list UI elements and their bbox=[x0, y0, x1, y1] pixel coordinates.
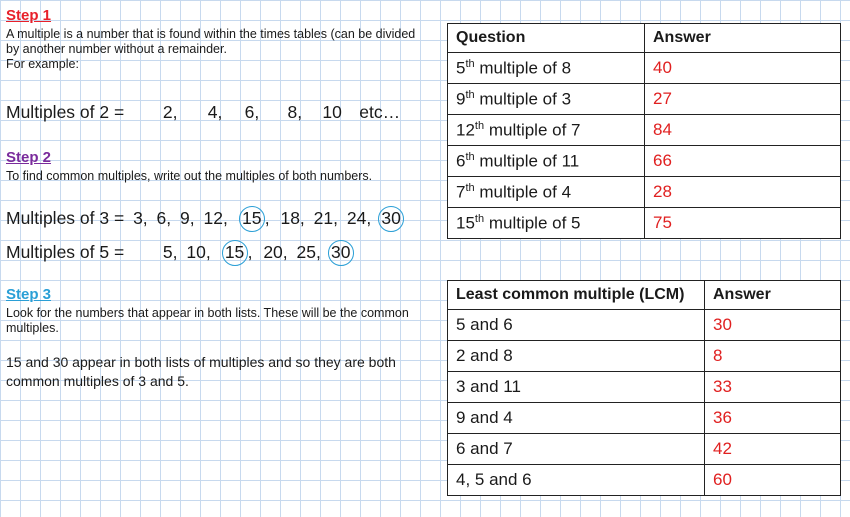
multiple-value: 12, bbox=[203, 208, 228, 228]
multiple-value: 3, bbox=[133, 208, 148, 228]
ordinal-suffix: th bbox=[465, 181, 475, 194]
question-cell bbox=[448, 208, 645, 239]
step1-text-line: A multiple is a number that is found within the times tables (can be divided bbox=[6, 27, 416, 41]
multiple-value: 20, bbox=[263, 242, 288, 262]
question-cell bbox=[448, 53, 645, 84]
question-cell bbox=[448, 177, 645, 208]
table-header-row bbox=[448, 24, 841, 53]
multiple-value: 4, bbox=[207, 102, 223, 122]
answer-cell: 42 bbox=[705, 434, 841, 465]
step1-text-line: For example: bbox=[6, 57, 79, 71]
circled-common-multiple: 30 bbox=[328, 240, 354, 266]
multiple-value: 6, bbox=[156, 208, 172, 228]
step1-text-line: by another number without a remainder. bbox=[6, 42, 227, 56]
multiples-of-2-row bbox=[6, 102, 400, 123]
ordinal-suffix: th bbox=[465, 150, 475, 163]
answer-cell: 8 bbox=[705, 341, 841, 372]
multiple-value: 9, bbox=[180, 208, 195, 228]
answer-cell: 30 bbox=[705, 310, 841, 341]
step3-text-line: Look for the numbers that appear in both lists. These will be the common bbox=[6, 306, 409, 320]
question-text: multiple of 5 bbox=[484, 213, 581, 233]
answer-cell: 66 bbox=[645, 146, 841, 177]
question-cell bbox=[448, 146, 645, 177]
question-text: multiple of 3 bbox=[474, 89, 572, 109]
column-header: Answer bbox=[705, 281, 841, 310]
table-row bbox=[448, 434, 841, 465]
question-cell: 2 and 8 bbox=[448, 341, 705, 372]
question-cell bbox=[448, 84, 645, 115]
multiples-label: Multiples of 2 = bbox=[6, 102, 125, 122]
answer-cell: 40 bbox=[645, 53, 841, 84]
multiple-value: 2, bbox=[162, 102, 178, 122]
table-row bbox=[448, 115, 841, 146]
table-row bbox=[448, 208, 841, 239]
lcm-table bbox=[447, 280, 841, 496]
multiple-value: etc… bbox=[359, 102, 401, 122]
comma: , bbox=[247, 242, 253, 262]
question-cell: 9 and 4 bbox=[448, 403, 705, 434]
answer-cell: 84 bbox=[645, 115, 841, 146]
table-row bbox=[448, 403, 841, 434]
multiple-value: 6, bbox=[244, 102, 260, 122]
question-text: multiple of 7 bbox=[484, 120, 581, 140]
multiple-value: 10 bbox=[322, 102, 342, 122]
step3-title: Step 3 bbox=[6, 286, 52, 303]
table-row bbox=[448, 177, 841, 208]
multiple-value: 5, bbox=[162, 242, 178, 262]
multiples-of-3-row bbox=[6, 208, 404, 229]
step3-explanation bbox=[6, 353, 436, 391]
column-header: Least common multiple (LCM) bbox=[448, 281, 705, 310]
circled-common-multiple: 15 bbox=[222, 240, 248, 266]
step3-text-line: multiples. bbox=[6, 321, 59, 335]
ordinal-number: 6 bbox=[456, 151, 466, 171]
step3-text-line: 15 and 30 appear in both lists of multiples and so they are both bbox=[6, 354, 396, 370]
table-row bbox=[448, 84, 841, 115]
table-row bbox=[448, 53, 841, 84]
ordinal-suffix: th bbox=[465, 88, 475, 101]
question-cell bbox=[448, 115, 645, 146]
answer-cell: 28 bbox=[645, 177, 841, 208]
table-row bbox=[448, 372, 841, 403]
multiples-of-5-row bbox=[6, 242, 354, 263]
question-text: multiple of 4 bbox=[474, 182, 572, 202]
column-header: Answer bbox=[645, 24, 841, 53]
step3-text-line: common multiples of 3 and 5. bbox=[6, 373, 189, 389]
column-header: Question bbox=[448, 24, 645, 53]
answer-cell: 33 bbox=[705, 372, 841, 403]
multiple-value: 18, bbox=[280, 208, 305, 228]
circled-common-multiple: 15 bbox=[239, 206, 265, 232]
question-text: multiple of 11 bbox=[474, 151, 580, 171]
multiple-value: 21, bbox=[313, 208, 338, 228]
answer-cell: 60 bbox=[705, 465, 841, 496]
ordinal-number: 12 bbox=[456, 120, 475, 140]
step1-text bbox=[6, 27, 436, 72]
multiple-value: 10, bbox=[186, 242, 211, 262]
table-row bbox=[448, 341, 841, 372]
multiple-value: 24, bbox=[346, 208, 372, 228]
multiples-question-table bbox=[447, 23, 841, 239]
step1-title: Step 1 bbox=[6, 7, 52, 24]
question-text: multiple of 8 bbox=[474, 58, 572, 78]
multiples-label: Multiples of 5 = bbox=[6, 242, 125, 262]
ordinal-suffix: th bbox=[474, 119, 485, 132]
multiple-value: 8, bbox=[287, 102, 303, 122]
table-row bbox=[448, 310, 841, 341]
ordinal-number: 7 bbox=[456, 182, 466, 202]
question-cell: 5 and 6 bbox=[448, 310, 705, 341]
circled-common-multiple: 30 bbox=[378, 206, 404, 232]
table-header-row bbox=[448, 281, 841, 310]
question-cell: 4, 5 and 6 bbox=[448, 465, 705, 496]
answer-cell: 27 bbox=[645, 84, 841, 115]
ordinal-number: 15 bbox=[456, 213, 475, 233]
comma: , bbox=[264, 208, 270, 228]
table-row bbox=[448, 146, 841, 177]
ordinal-number: 5 bbox=[456, 58, 466, 78]
question-cell: 6 and 7 bbox=[448, 434, 705, 465]
ordinal-number: 9 bbox=[456, 89, 466, 109]
question-cell: 3 and 11 bbox=[448, 372, 705, 403]
step2-title: Step 2 bbox=[6, 149, 52, 166]
multiples-label: Multiples of 3 = bbox=[6, 208, 125, 228]
answer-cell: 36 bbox=[705, 403, 841, 434]
step3-text bbox=[6, 306, 436, 336]
multiple-value: 25, bbox=[296, 242, 321, 262]
step2-text: To find common multiples, write out the multiples of both numbers. bbox=[6, 169, 373, 183]
table-row bbox=[448, 465, 841, 496]
ordinal-suffix: th bbox=[465, 57, 475, 70]
ordinal-suffix: th bbox=[474, 212, 485, 225]
answer-cell: 75 bbox=[645, 208, 841, 239]
